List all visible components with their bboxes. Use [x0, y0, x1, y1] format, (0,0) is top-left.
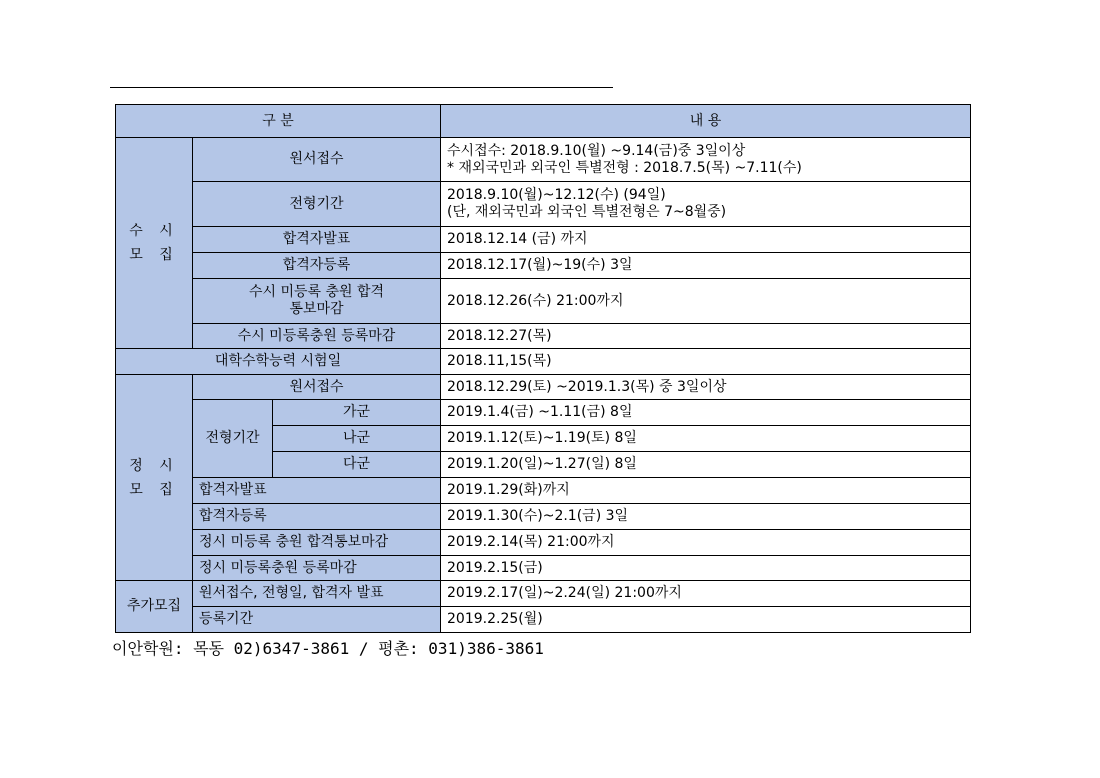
csat-label: 대학수학능력 시험일	[116, 349, 441, 375]
additional-register-value: 2019.2.25(월)	[441, 607, 971, 633]
jeongsi-extra-notice-label: 정시 미등록 충원 합격통보마감	[193, 530, 441, 556]
susi-application-label: 원서접수	[193, 138, 441, 182]
header-content: 내 용	[441, 105, 971, 138]
susi-extra-notice-row	[116, 279, 971, 324]
jeongsi-screening-label: 전형기간	[193, 400, 273, 478]
jeongsi-group-ga-row	[116, 400, 971, 426]
academy-contact-footer: 이안학원: 목동 02)6347-3861 / 평촌: 031)386-3861	[112, 639, 544, 658]
susi-extra-register-value: 2018.12.27(목)	[441, 324, 971, 349]
jeongsi-group-name: 나군	[273, 426, 441, 452]
jeongsi-group-value: 2019.1.4(금) ~1.11(금) 8일	[441, 400, 971, 426]
susi-register-value: 2018.12.17(월)~19(수) 3일	[441, 253, 971, 279]
susi-screening-line2: (단, 재외국민과 외국인 특별전형은 7~8월중)	[447, 204, 727, 220]
additional-register-row	[116, 607, 971, 633]
additional-application-value: 2019.2.17(일)~2.24(일) 21:00까지	[441, 581, 971, 607]
susi-group-label	[116, 138, 193, 349]
jeongsi-application-row	[116, 375, 971, 400]
csat-row	[116, 349, 971, 375]
jeongsi-announce-value: 2019.1.29(화)까지	[441, 478, 971, 504]
jeongsi-group-label	[116, 375, 193, 581]
susi-label-line2: 모 집	[129, 247, 179, 263]
header-category: 구 분	[116, 105, 441, 138]
susi-screening-line1: 2018.9.10(월)~12.12(수) (94일)	[447, 187, 666, 203]
jeongsi-announce-label: 합격자발표	[193, 478, 441, 504]
jeongsi-extra-notice-row	[116, 530, 971, 556]
csat-value: 2018.11,15(목)	[441, 349, 971, 375]
jeongsi-extra-register-row	[116, 556, 971, 581]
susi-announce-value: 2018.12.14 (금) 까지	[441, 227, 971, 253]
jeongsi-register-label: 합격자등록	[193, 504, 441, 530]
jeongsi-group-value: 2019.1.20(일)~1.27(일) 8일	[441, 452, 971, 478]
susi-application-line1: 수시접수: 2018.9.10(월) ~9.14(금)중 3일이상	[447, 142, 746, 159]
susi-announce-row	[116, 227, 971, 253]
additional-application-row	[116, 581, 971, 607]
susi-application-line2: * 재외국민과 외국인 특별전형 : 2018.7.5(목) ~7.11(수)	[447, 159, 802, 176]
header-row	[116, 105, 971, 138]
susi-extra-notice-value: 2018.12.26(수) 21:00까지	[441, 279, 971, 324]
jeongsi-extra-register-value: 2019.2.15(금)	[441, 556, 971, 581]
susi-application-row	[116, 138, 971, 182]
additional-group-label: 추가모집	[116, 581, 193, 633]
top-rule	[110, 87, 613, 88]
jeongsi-announce-row	[116, 478, 971, 504]
jeongsi-group-value: 2019.1.12(토)~1.19(토) 8일	[441, 426, 971, 452]
jeongsi-group-name: 다군	[273, 452, 441, 478]
jeongsi-label-line2: 모 집	[129, 481, 179, 498]
susi-register-row	[116, 253, 971, 279]
jeongsi-application-value: 2018.12.29(토) ~2019.1.3(목) 중 3일이상	[441, 375, 971, 400]
susi-register-label: 합격자등록	[193, 253, 441, 279]
susi-extra-register-label: 수시 미등록충원 등록마감	[193, 324, 441, 349]
additional-application-label: 원서접수, 전형일, 합격자 발표	[193, 581, 441, 607]
jeongsi-register-value: 2019.1.30(수)~2.1(금) 3일	[441, 504, 971, 530]
susi-extra-notice-label-line2: 통보마감	[289, 301, 344, 317]
jeongsi-extra-notice-value: 2019.2.14(목) 21:00까지	[441, 530, 971, 556]
susi-application-value	[441, 138, 971, 182]
susi-announce-label: 합격자발표	[193, 227, 441, 253]
susi-extra-notice-label-line1: 수시 미등록 충원 합격	[248, 284, 385, 300]
susi-screening-row	[116, 182, 971, 227]
susi-label-line1: 수 시	[129, 223, 179, 239]
susi-extra-notice-label	[193, 279, 441, 324]
susi-screening-value	[441, 182, 971, 227]
additional-register-label: 등록기간	[193, 607, 441, 633]
jeongsi-label-line1: 정 시	[129, 457, 179, 474]
admission-schedule-table	[115, 104, 971, 633]
susi-screening-label: 전형기간	[193, 182, 441, 227]
susi-extra-register-row	[116, 324, 971, 349]
jeongsi-extra-register-label: 정시 미등록충원 등록마감	[193, 556, 441, 581]
jeongsi-register-row	[116, 504, 971, 530]
jeongsi-application-label: 원서접수	[193, 375, 441, 400]
jeongsi-group-name: 가군	[273, 400, 441, 426]
